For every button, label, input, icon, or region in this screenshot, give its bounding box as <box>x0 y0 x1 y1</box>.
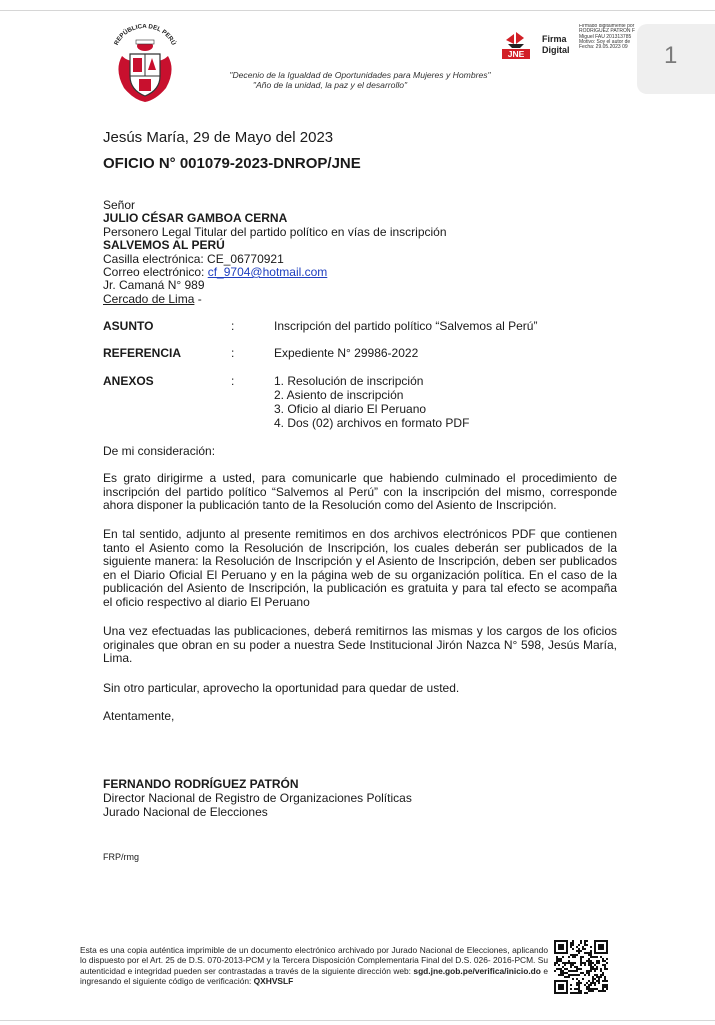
referencia-label: REFERENCIA <box>103 346 182 360</box>
svg-text:JNE: JNE <box>507 49 525 59</box>
top-divider <box>0 10 715 11</box>
firma-digital-label: Firma Digital <box>542 34 570 55</box>
verification-code: QXHVSLF <box>253 976 294 987</box>
body-paragraph: En tal sentido, adjunto al presente remitimos en dos archivos electrónicos PDF que contienen tanto el Asiento como la Resolución de Inscripción, los cuales deberán ser publicados de la siguiente manera: la Resolución de Inscripción y el Asiento de Inscripción, deben ser publicados en el Diario Oficial El Peruano y en la página web de su organización política. En el caso de la publicación del Asiento de Inscripción, la publicación es gratuita y para tal efecto se acompaña el oficio respectivo al diario El Peruano <box>103 527 617 609</box>
initials: FRP/rmg <box>103 852 139 862</box>
anexo-item: 3. Oficio al diario El Peruano <box>274 402 427 416</box>
footer-text: Esta es una copia auténtica imprimible de un documento electrónico archivado por Jurado Nacional de Elecciones, aplicando lo dispuesto por el Art. 25 de D.S. 070-2013-PCM y la Tercera Disposición Complementaria Final del D.S. 026- 2016-PCM. Su autenticidad e integridad pueden ser contrastadas a través de la siguiente dirección web: <box>80 945 548 976</box>
recipient-party: SALVEMOS AL PERÚ <box>103 238 225 252</box>
page-number: 1 <box>664 42 678 69</box>
recipient-city-line <box>103 292 202 306</box>
asunto-label: ASUNTO <box>103 319 154 333</box>
decenio-quote: "Decenio de la Igualdad de Oportunidades para Mujeres y Hombres" <box>229 70 491 80</box>
coat-of-arms-emblem <box>108 24 182 106</box>
anexo-item: 4. Dos (02) archivos en formato PDF <box>274 416 470 430</box>
recipient-role: Personero Legal Titular del partido político en vías de inscripción <box>103 225 447 239</box>
greeting: De mi consideración: <box>103 444 216 458</box>
footer-verification-text <box>80 945 548 987</box>
verification-url[interactable]: sgd.jne.gob.pe/verifica/inicio.do <box>413 965 541 976</box>
oficio-number: OFICIO N° 001079-2023-DNROP/JNE <box>103 155 361 172</box>
body-paragraph: Una vez efectuadas las publicaciones, deberá remitirnos las mismas y los cargos de los oficios originales que obran en su poder a nuestra Sede Institucional Jirón Nazca N° 598, Jesús María, Lima. <box>103 624 617 666</box>
footer-text-2: e ingresando el siguiente código de verificación: <box>80 965 548 987</box>
recipient-casilla: Casilla electrónica: CE_06770921 <box>103 252 284 266</box>
signer-org: Jurado Nacional de Elecciones <box>103 805 268 819</box>
anexo-item: 1. Resolución de inscripción <box>274 374 424 388</box>
qr-code-icon <box>554 940 608 994</box>
jne-logo-icon <box>500 30 532 60</box>
svg-text:REPÚBLICA DEL PERÚ: REPÚBLICA DEL PERÚ <box>112 24 178 47</box>
anexo-item: 2. Asiento de inscripción <box>274 388 404 402</box>
closing-paragraph: Sin otro particular, aprovecho la oportunidad para quedar de usted. <box>103 681 460 695</box>
year-quote: "Año de la unidad, la paz y el desarrollo" <box>252 80 408 90</box>
recipient-address: Jr. Camaná N° 989 <box>103 278 205 292</box>
city-suffix: - <box>194 292 202 306</box>
asunto-colon: : <box>231 319 235 333</box>
asunto-value: Inscripción del partido político “Salvemos al Perú” <box>274 319 538 333</box>
body-paragraph: Es grato dirigirme a usted, para comunicarle que habiendo culminado el procedimiento de inscripción del partido político “Salvemos al Perú” con la inscripción del mismo, corresponde ahora disponer la publicación tanto de la Resolución como del Asiento de Inscripción. <box>103 471 617 513</box>
referencia-colon: : <box>231 346 235 360</box>
bottom-divider <box>0 1020 715 1021</box>
letter-date: Jesús María, 29 de Mayo del 2023 <box>103 129 334 146</box>
signer-name: FERNANDO RODRÍGUEZ PATRÓN <box>103 777 299 791</box>
recipient-email-line <box>103 265 327 279</box>
recipient-city: Cercado de Lima <box>103 292 195 306</box>
anexos-colon: : <box>231 374 235 388</box>
digital-signature-text: Firmado digitalmente por RODRIGUEZ PATRON F Miguel FAU 201313785 Motivo: Soy el autor de Fecha: 29.05.2023 09 <box>579 24 635 51</box>
signer-title: Director Nacional de Registro de Organizaciones Políticas <box>103 791 412 805</box>
recipient-title: Señor <box>103 198 136 212</box>
email-label: Correo electrónico: <box>103 265 208 279</box>
closing: Atentamente, <box>103 709 175 723</box>
referencia-value: Expediente N° 29986-2022 <box>274 346 419 360</box>
recipient-name: JULIO CÉSAR GAMBOA CERNA <box>103 211 288 225</box>
email-link[interactable]: cf_9704@hotmail.com <box>207 265 328 279</box>
anexos-label: ANEXOS <box>103 374 154 388</box>
